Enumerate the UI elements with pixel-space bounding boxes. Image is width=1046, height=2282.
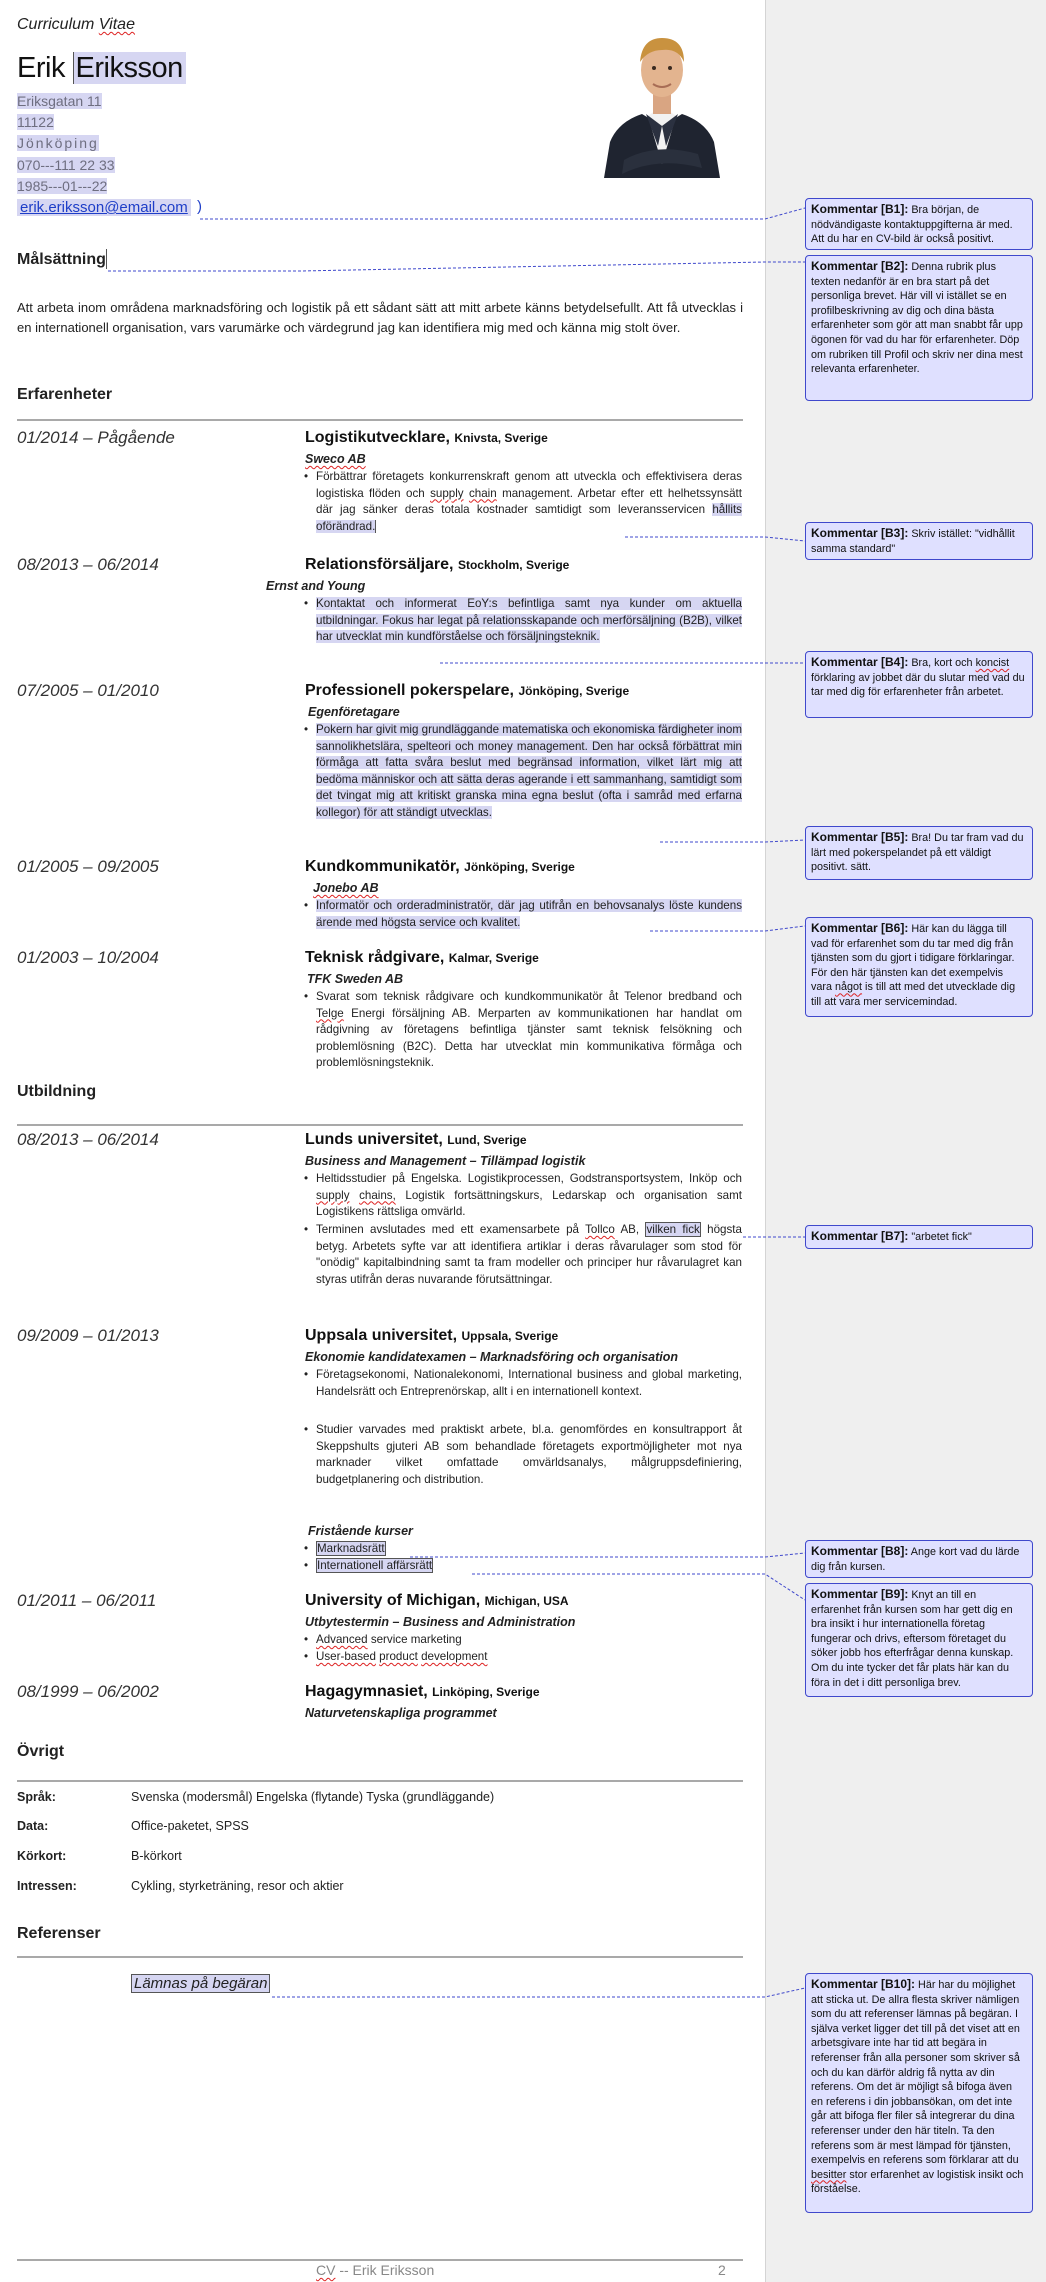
courses-heading: Fristående kurser: [308, 1524, 413, 1538]
other-value: Office-paketet, SPSS: [131, 1819, 249, 1833]
other-label: Data:: [17, 1819, 49, 1833]
course-item: • Marknadsrätt: [316, 1541, 742, 1558]
job-title: Logistikutvecklare, Knivsta, Sverige: [305, 429, 548, 446]
references-text: Lämnas på begäran: [131, 1975, 270, 1992]
education-date: 08/2013 – 06/2014: [17, 1130, 159, 1149]
education-detail: • Terminen avslutades med ett examensarbete på Tollco AB, vilken fick högsta betyg. Arbetets syfte var att identifiera artiklar i deras råvarulager som stod för "onödig" kapitalbindning samt ta fram modeller och principer hur råvarulagret kan styras utifrån deras nuvarande förutsättningar.: [316, 1222, 742, 1288]
birth-date: 1985---01---22: [17, 178, 108, 194]
other-label: Språk:: [17, 1790, 56, 1804]
program-name: Utbytestermin – Business and Administration: [305, 1615, 576, 1629]
portrait-photo: [598, 14, 726, 178]
school-name: Uppsala universitet, Uppsala, Sverige: [305, 1327, 559, 1344]
section-rule: [17, 1780, 743, 1782]
comment-b9[interactable]: Kommentar [B9]: Knyt an till en erfarenhet från kursen som har gett dig en bra insikt i hur internationella företag fungerar och drivs, eftersom företaget du söker jobb hos efterfrågar denna kunskap. Om du inte tycker det får plats här kan du föra in det i ditt personliga brev.: [805, 1583, 1033, 1697]
comment-b3[interactable]: Kommentar [B3]: Skriv istället: "vidhållit samma standard": [805, 522, 1033, 560]
other-label: Körkort:: [17, 1849, 67, 1863]
comment-b2[interactable]: Kommentar [B2]: Denna rubrik plus texten nedanför är en bra start på det personliga brevet. Här vill vi istället se en profilbeskrivning av dig och dina bästa erfarenheter som gör att man snabbt får upp ögonen för vad du har för erfarenheter. Döp om rubriken till Profil och skriv ner dina mest relevanta erfarenheter.: [805, 255, 1033, 401]
education-detail: • Företagsekonomi, Nationalekonomi, International business and global marketing, Handelsrätt och Entreprenörskap, allt i en internationell kontext.: [316, 1367, 742, 1400]
job-employer: Jonebo AB: [313, 881, 379, 895]
job-date: 07/2005 – 01/2010: [17, 681, 159, 700]
section-heading-ovrigt: Övrigt: [17, 1743, 65, 1760]
footer-rule: [17, 2259, 743, 2261]
program-name: Business and Management – Tillämpad logistik: [305, 1154, 586, 1168]
education-detail: • Advanced service marketing: [316, 1632, 742, 1649]
section-rule: [17, 1956, 743, 1958]
other-label: Intressen:: [17, 1879, 77, 1893]
comment-anchor-b1: ): [197, 198, 202, 215]
zip-code: 11122: [17, 114, 54, 130]
job-employer: Ernst and Young: [266, 579, 366, 593]
job-date: 01/2003 – 10/2004: [17, 948, 159, 967]
job-title: Kundkommunikatör, Jönköping, Sverige: [305, 858, 575, 875]
job-employer: TFK Sweden AB: [307, 972, 404, 986]
other-value: Cykling, styrketräning, resor och aktier: [131, 1879, 344, 1893]
job-date: 01/2014 – Pågående: [17, 428, 175, 447]
page-number: 2: [718, 2262, 726, 2278]
job-employer: Sweco AB: [305, 452, 366, 466]
job-description: • Kontaktat och informerat EoY:s befintliga samt nya kunder om aktuella utbildningar. Fokus har legat på relationsskapande och merförsäljning (B2B), vilket har utvecklat min kundförståelse och försäljningsteknik.: [316, 596, 742, 646]
job-description: • Informatör och orderadministratör, där jag utifrån en behovsanalys löste kundens ärende med högsta service och kvalitet.: [316, 898, 742, 931]
comment-b7[interactable]: Kommentar [B7]: "arbetet fick": [805, 1225, 1033, 1249]
program-name: Ekonomie kandidatexamen – Marknadsföring och organisation: [305, 1350, 678, 1364]
school-name: University of Michigan, Michigan, USA: [305, 1592, 569, 1609]
job-description: • Svarat som teknisk rådgivare och kundkommunikatör åt Telenor bredband och Telge Energi försäljning AB. Merparten av kommunikationen har handlat om rådgivning av företagens befintliga tjänster samt teknisk felsökning och problemlösning (B2C). Detta har utvecklat min kommunikativa förmåga och problemlösningsteknik.: [316, 989, 742, 1072]
section-heading-referenser: Referenser: [17, 1925, 101, 1942]
job-description: • Pokern har givit mig grundläggande matematiska och ekonomiska färdigheter inom sannolikhetslära, spelteori och money management. Den har också förbättrat min förmåga att fatta svåra beslut med begränsad information, vilket lärt mig att bedöma människor och att sätta deras agerande i ett sammanhang, samtidigt som det tvingat mig att kritiskt granska mina egna beslut (ofta i samråd med erfarna kollegor) för att ständigt utvecklas.: [316, 722, 742, 821]
city: Jönköping: [17, 135, 99, 151]
education-detail: • Heltidsstudier på Engelska. Logistikprocessen, Godstransportsystem, Inköp och supply chains, Logistik fortsättningskurs, Ledarskap och organisation samt Logistikens rättsliga omvärld.: [316, 1171, 742, 1221]
education-detail: • Studier varvades med praktiskt arbete, bl.a. genomfördes en konsultrapport åt Skeppshults gjuteri AB som behandlade företagets exportmöjligheter mot nya marknader vilket omfattade omvärldsanalys, målgruppsdefiniering, budgetplanering och distribution.: [316, 1422, 742, 1488]
other-value: B-körkort: [131, 1849, 182, 1863]
education-date: 09/2009 – 01/2013: [17, 1326, 159, 1345]
comment-b6[interactable]: Kommentar [B6]: Här kan du lägga till vad för erfarenhet som du tar med dig från tjänsten som du gjort i tidigare förklaringar. För den här tjänsten kan det exempelvis vara något is till att med det utvecklade dig till att vara mer servicemindad.: [805, 917, 1033, 1017]
phone-number: 070---111 22 33: [17, 157, 115, 173]
comment-b5[interactable]: Kommentar [B5]: Bra! Du tar fram vad du lärt med pokerspelandet på ett väldigt positivt. sätt.: [805, 826, 1033, 880]
comment-b1[interactable]: Kommentar [B1]: Bra början, de nödvändigaste kontaktuppgifterna är med. Att du har en CV-bild är också positivt.: [805, 198, 1033, 250]
job-description: • Förbättrar företagets konkurrenskraft genom att utveckla och effektivisera deras logistiska flöden och supply chain management. Arbetar efter ett helhetssynsätt där jag sänker deras totala kostnader samtidigt som leveransservicen hållits oförändrad.: [316, 469, 742, 535]
job-title: Professionell pokerspelare, Jönköping, Sverige: [305, 682, 630, 699]
section-heading-erfarenheter: Erfarenheter: [17, 386, 113, 403]
applicant-name: Erik Eriksson: [17, 52, 186, 85]
other-value: Svenska (modersmål) Engelska (flytande) Tyska (grundläggande): [131, 1790, 495, 1804]
section-heading-malsattning: Målsättning: [17, 251, 106, 268]
job-date: 08/2013 – 06/2014: [17, 555, 159, 574]
comment-b10[interactable]: Kommentar [B10]: Här har du möjlighet att sticka ut. De allra flesta skriver nämligen som du att referenser lämnas på begäran. I själva verket ligger det till på det viset att en arbetsgivare inte har tid att begära in referenser från alla personer som skriver så och du kan därför aldrig få nytta av din referens. Om det är möjligt så bifoga även en referens i din jobbansökan, om det inte går att bifoga fler filer så integrerar du dina referenser under den här titeln. Ta den referens som är mest lämpad för tjänsten, exempelvis en referens som förklarar att du besitter stor erfarenhet av logistisk insikt och förståelse.: [805, 1973, 1033, 2213]
section-rule: [17, 419, 743, 421]
comment-anchor-b2: [106, 249, 108, 269]
email-link[interactable]: erik.eriksson@email.com: [17, 199, 191, 216]
cv-label: Curriculum Vitae: [17, 16, 135, 33]
job-title: Teknisk rådgivare, Kalmar, Sverige: [305, 949, 539, 966]
program-name: Naturvetenskapliga programmet: [305, 1706, 497, 1720]
education-date: 01/2011 – 06/2011: [17, 1591, 157, 1610]
street-address: Eriksgatan 11: [17, 93, 102, 109]
education-detail: • User-based product development: [316, 1649, 742, 1666]
footer-text: CV -- Erik Eriksson: [316, 2262, 435, 2278]
school-name: Lunds universitet, Lund, Sverige: [305, 1131, 527, 1148]
section-rule: [17, 1124, 743, 1126]
education-date: 08/1999 – 06/2002: [17, 1682, 159, 1701]
section-heading-utbildning: Utbildning: [17, 1083, 97, 1100]
comment-b4[interactable]: Kommentar [B4]: Bra, kort och koncist förklaring av jobbet där du slutar med vad du tar med dig för erfarenheter från arbetet.: [805, 651, 1033, 718]
objective-text: Att arbeta inom områdena marknadsföring och logistik på ett sådant sätt att mitt arbete känns betydelsefullt. Att få utvecklas i en internationell organisation, vars varumärke och värdegrund jag kan identifiera mig med och känna mig stolt över.: [17, 300, 743, 335]
job-date: 01/2005 – 09/2005: [17, 857, 159, 876]
school-name: Hagagymnasiet, Linköping, Sverige: [305, 1683, 540, 1700]
job-title: Relationsförsäljare, Stockholm, Sverige: [305, 556, 570, 573]
comment-b8[interactable]: Kommentar [B8]: Ange kort vad du lärde dig från kursen.: [805, 1540, 1033, 1578]
course-item: • Internationell affärsrätt: [316, 1558, 742, 1575]
job-employer: Egenföretagare: [308, 705, 400, 719]
